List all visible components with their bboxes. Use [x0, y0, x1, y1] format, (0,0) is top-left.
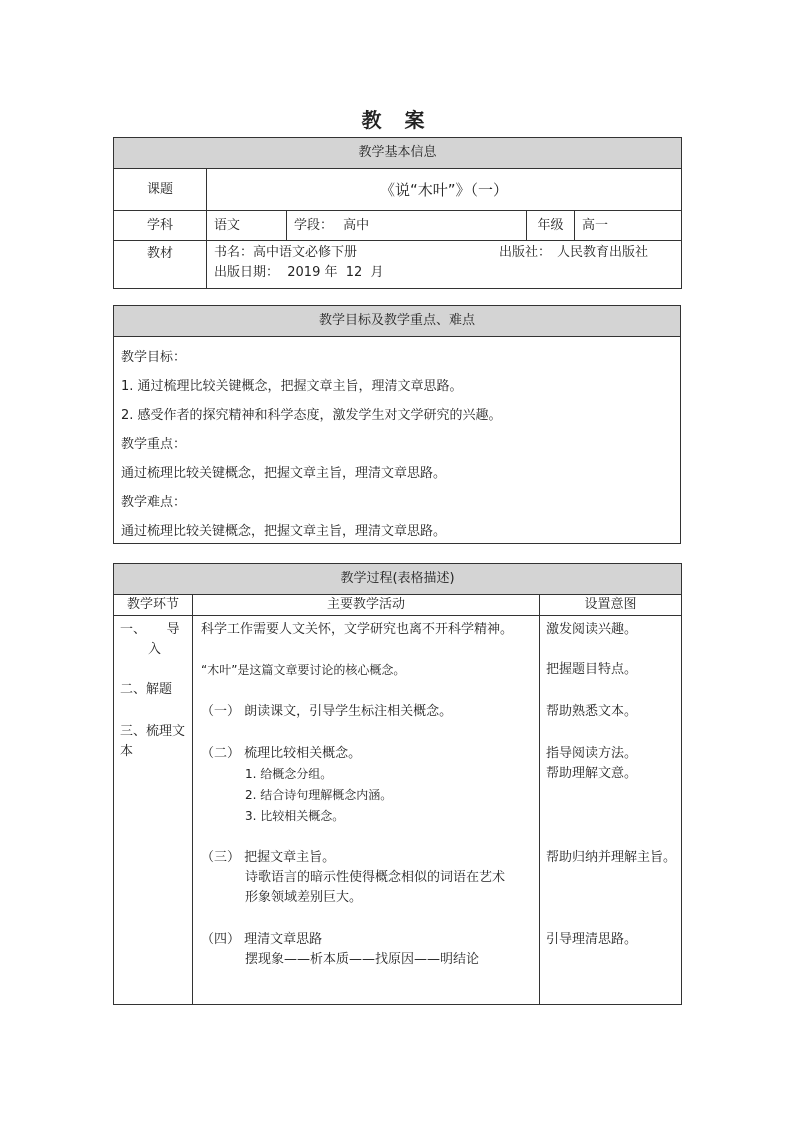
publisher — [499, 243, 648, 263]
col-header-stage: 教学环节 — [114, 595, 193, 616]
textbook-label: 教材 — [114, 241, 207, 289]
stage-label: 学段： — [294, 217, 334, 233]
objectives-header: 教学目标及教学重点、难点 — [114, 306, 681, 337]
objective-line: 2. 感受作者的探究精神和科学态度，激发学生对文学研究的兴趣。 — [121, 408, 502, 423]
intent-column — [540, 616, 682, 1005]
publish-date: 出版日期： 2019 年 12 月 — [214, 265, 384, 280]
intent-line: 帮助理解文意。 — [546, 766, 638, 781]
objective-line: 通过梳理比较关键概念，把握文章主旨，理清文章思路。 — [121, 466, 447, 481]
topic-value: 《说“木叶”》（一） — [207, 169, 682, 211]
stage-text-sorting-cont: 本 — [120, 744, 134, 759]
activity-subline: 3. 比较相关概念。 — [245, 809, 345, 823]
objective-line: 教学难点： — [121, 495, 187, 510]
stage-intro: 一、 导 — [120, 622, 180, 637]
activity-line: （二） 梳理比较相关概念。 — [201, 746, 362, 761]
publisher-label: 出版社： — [499, 245, 552, 260]
intent-line: 把握题目特点。 — [546, 662, 638, 677]
activity-subline: 形象领域差别巨大。 — [245, 890, 363, 905]
subject-label: 学科 — [114, 211, 207, 241]
book-name: 书名：高中语文必修下册 — [214, 245, 358, 260]
activity-line: 科学工作需要人文关怀，文学研究也离不开科学精神。 — [201, 622, 514, 637]
basic-info-header: 教学基本信息 — [114, 138, 682, 169]
activity-subline: 摆现象——析本质——找原因——明结论 — [245, 952, 480, 967]
stage-column — [114, 616, 193, 1005]
intent-line: 指导阅读方法。 — [546, 746, 638, 761]
stage-title-analysis: 二、解题 — [120, 682, 173, 697]
objective-line: 教学目标： — [121, 350, 187, 365]
intent-line: 激发阅读兴趣。 — [546, 622, 638, 637]
objectives-body — [114, 337, 681, 544]
subject-value: 语文 — [207, 211, 287, 241]
stage-intro-cont: 入 — [148, 642, 162, 657]
objective-line: 通过梳理比较关键概念，把握文章主旨，理清文章思路。 — [121, 524, 447, 539]
activity-line: “木叶”是这篇文章要讨论的核心概念。 — [201, 663, 406, 677]
objective-line: 1. 通过梳理比较关键概念，把握文章主旨，理清文章思路。 — [121, 379, 463, 394]
publisher-value: 人民教育出版社 — [557, 245, 649, 260]
activity-line: （四） 理清文章思路 — [201, 932, 323, 947]
intent-line: 帮助归纳并理解主旨。 — [546, 850, 677, 865]
objectives-table — [113, 305, 681, 544]
col-header-intent: 设置意图 — [540, 595, 682, 616]
activity-subline: 1. 给概念分组。 — [245, 767, 333, 781]
activity-line: （三） 把握文章主旨。 — [201, 850, 336, 865]
stage-cell — [287, 211, 527, 241]
textbook-cell — [207, 241, 682, 289]
stage-text-sorting: 三、梳理文 — [120, 724, 186, 739]
page-title: 教 案 — [361, 108, 433, 132]
objective-line: 教学重点： — [121, 437, 187, 452]
grade-value: 高一 — [575, 211, 682, 241]
activity-line: （一） 朗读课文，引导学生标注相关概念。 — [201, 704, 453, 719]
intent-line: 引导理清思路。 — [546, 932, 638, 947]
stage-value: 高中 — [343, 217, 370, 233]
process-header: 教学过程(表格描述) — [114, 564, 682, 595]
process-table — [113, 563, 682, 1005]
col-header-activity: 主要教学活动 — [193, 595, 540, 616]
basic-info-table — [113, 137, 682, 289]
activity-subline: 诗歌语言的暗示性使得概念相似的词语在艺术 — [245, 870, 506, 885]
grade-label: 年级 — [527, 211, 575, 241]
activity-column — [193, 616, 540, 1005]
activity-subline: 2. 结合诗句理解概念内涵。 — [245, 788, 393, 802]
intent-line: 帮助熟悉文本。 — [546, 704, 638, 719]
topic-label: 课题 — [114, 169, 207, 211]
